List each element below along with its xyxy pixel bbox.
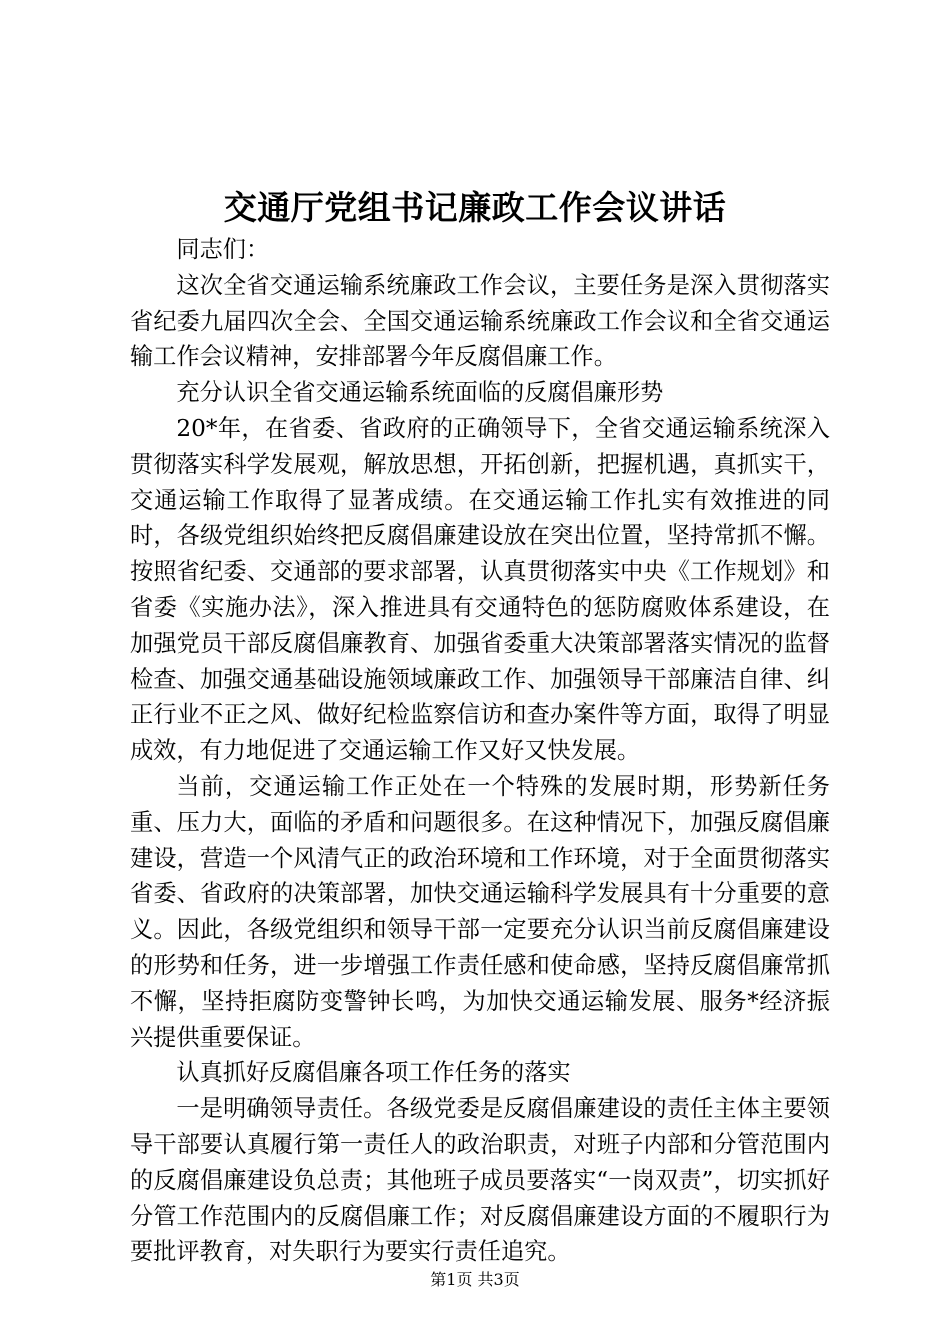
paragraph-leadership-responsibility: 一是明确领导责任。各级党委是反腐倡廉建设的责任主体主要领导干部要认真履行第一责任人的政治职责，对班子内部和分管范围内的反腐倡廉建设负总责；其他班子成员要落实“一岗双责”，切实抓好分管工作范围内的反腐倡廉工作；对反腐倡廉建设方面的不履职行为要批评教育，对失职行为要实行责任追究。 xyxy=(130,1095,830,1266)
section-heading-2: 认真抓好反腐倡廉各项工作任务的落实 xyxy=(176,1059,571,1087)
paragraph-current-situation: 当前，交通运输工作正处在一个特殊的发展时期，形势新任务重、压力大，面临的矛盾和问题很多。在这种情况下，加强反腐倡廉建设，营造一个风清气正的政治环境和工作环境，对于全面贯彻落实省委、省政府的决策部署，加快交通运输科学发展具有十分重要的意义。因此，各级党组织和领导干部一定要充分认识当前反腐倡廉建设的形势和任务，进一步增强工作责任感和使命感，坚持反腐倡廉常抓不懈，坚持拒腐防变警钟长鸣，为加快交通运输发展、服务*经济振兴提供重要保证。 xyxy=(130,772,830,1051)
paragraph-achievements: 20*年，在省委、省政府的正确领导下，全省交通运输系统深入贯彻落实科学发展观，解放思想，开拓创新，把握机遇，真抓实干，交通运输工作取得了显著成绩。在交通运输工作扎实有效推进的同时，各级党组织始终把反腐倡廉建设放在突出位置，坚持常抓不懈。按照省纪委、交通部的要求部署，认真贯彻落实中央《工作规划》和省委《实施办法》，深入推进具有交通特色的惩防腐败体系建设，在加强党员干部反腐倡廉教育、加强省委重大决策部署落实情况的监督检查、加强交通基础设施领域廉政工作、加强领导干部廉洁自律、纠正行业不正之风、做好纪检监察信访和查办案件等方面，取得了明显成效，有力地促进了交通运输工作又好又快发展。 xyxy=(130,414,830,765)
document-title: 交通厅党组书记廉政工作会议讲话 xyxy=(223,188,727,227)
salutation: 同志们： xyxy=(176,236,270,263)
paragraph-intro: 这次全省交通运输系统廉政工作会议，主要任务是深入贯彻落实省纪委九届四次全会、全国交通运输系统廉政工作会议和全省交通运输工作会议精神，安排部署今年反腐倡廉工作。 xyxy=(130,271,830,371)
page-number: 第1页 共3页 xyxy=(430,1270,520,1289)
section-heading-1: 充分认识全省交通运输系统面临的反腐倡廉形势 xyxy=(176,379,664,407)
document-body xyxy=(130,232,830,1270)
